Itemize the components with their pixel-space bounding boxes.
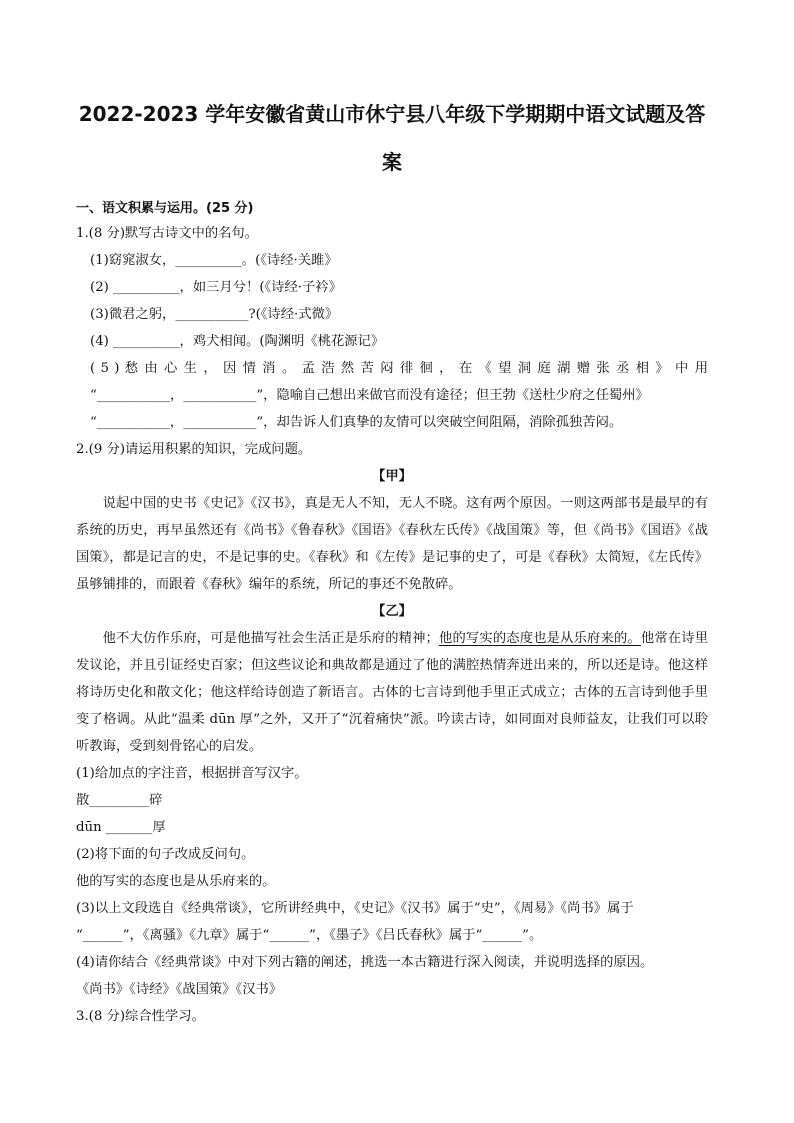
question-1-item-3: (3)微君之躬，___________?(《诗经·式微》 [90,307,339,322]
question-1-item-4: (4) __________，鸡犬相闻。(陶渊明《桃花源记》 [90,334,385,349]
subquestion-2: (2)将下面的句子改成反问句。 [76,847,255,862]
subquestion-3-line-b: “______”，《离骚》《九章》属于“______”，《墨子》《吕氏春秋》属于“______”。 [76,928,543,943]
title-line-1: 2022-2023 学年安徽省黄山市休宁县八年级下学期期中语文试题及答 [78,102,706,126]
title-line-2: 案 [382,150,402,174]
subquestion-4: (4)请你结合《经典常谈》中对下列古籍的阐述，挑选一本古籍进行深入阅读，并说明选择的原因。 [76,955,654,970]
subquestion-3-line-a: (3)以上文段选自《经典常谈》，它所讲经典中，《史记》《汉书》属于“史”，《周易》《尚书》属于 [76,901,634,916]
question-1-item-5-line-b: “___________，___________”，隐喻自己想出来做官而没有途径；但王勃《送杜少府之任蜀州》 [90,388,649,403]
subquestion-1-blank-a: 散_________碎 [76,793,163,808]
section-heading-1: 一、语文积累与运用。(25 分) [76,201,254,216]
question-1 [76,220,708,436]
passage-yi-heading: 【乙】 [372,604,412,619]
question-2-stem: 2.(9 分)请运用积累的知识，完成问题。 [76,442,312,457]
subquestion-1: (1)给加点的字注音，根据拼音写汉字。 [76,766,308,781]
passage-yi-part-b: 他常在诗里发议论，并且引证经史百家；但这些议论和典故都是通过了他的满腔热情奔迸出来的，所以还是诗。他这样将诗历史化和散文化；他这样给诗创造了新语言。古体的七言诗到他手里正式成立；古体的五言诗到他手里变了格调。从此“温柔 dūn 厚”之外，又开了“沉着痛快”派。吟读古诗，如同面对良师益友，让我们可以聆听教诲，受到刻骨铭心的启发。 [76,631,708,754]
question-1-stem: 1.(8 分)默写古诗文中的名句。 [76,226,259,241]
passage-jia-heading: 【甲】 [372,469,412,484]
passage-yi-text [76,625,708,760]
question-1-item-5-line-c: “___________，___________”，却告诉人们真挚的友情可以突破空间阻隔，消除孤独苦闷。 [90,415,623,430]
passage-yi-part-a: 他不大仿作乐府，可是他描写社会生活正是乐府的精神； [102,631,439,646]
subquestion-1-blank-b: dūn _______厚 [76,820,166,835]
question-1-item-5-line-a: ( 5 ) 愁 由 心 生 ， 因 情 消 。 孟 浩 然 苦 闷 徘 徊 ， 在 《 望 洞 庭 湖 赠 张 丞 相 》 中 用 [90,361,708,376]
passage-jia-text: 说起中国的史书《史记》《汉书》，真是无人不知，无人不晓。这有两个原因。一则这两部书是最早的有系统的历史，再早虽然还有《尚书》《鲁春秋》《国语》《春秋左氏传》《战国策》等，但《尚书》《国语》《战国策》，都是记言的史，不是记事的史。《春秋》和《左传》是记事的史了，可是《春秋》太简短，《左氏传》虽够铺排的，而跟着《春秋》编年的系统，所记的事还不免散碎。 [76,496,708,592]
question-2 [76,436,708,1003]
question-1-item-2: (2) __________，如三月兮！(《诗经·子衿》 [90,280,342,295]
question-3-stem: 3.(8 分)综合性学习。 [76,1009,205,1024]
document-title [76,92,708,184]
question-1-item-1: (1)窈窕淑女，__________。(《诗经·关雎》 [90,253,338,268]
subquestion-2-sentence: 他的写实的态度也是从乐府来的。 [76,874,276,889]
subquestion-4-books: 《尚书》《诗经》《战国策》《汉书》 [76,982,283,997]
passage-yi-underlined-sentence: 他的写实的态度也是从乐府来的。 [438,631,641,646]
